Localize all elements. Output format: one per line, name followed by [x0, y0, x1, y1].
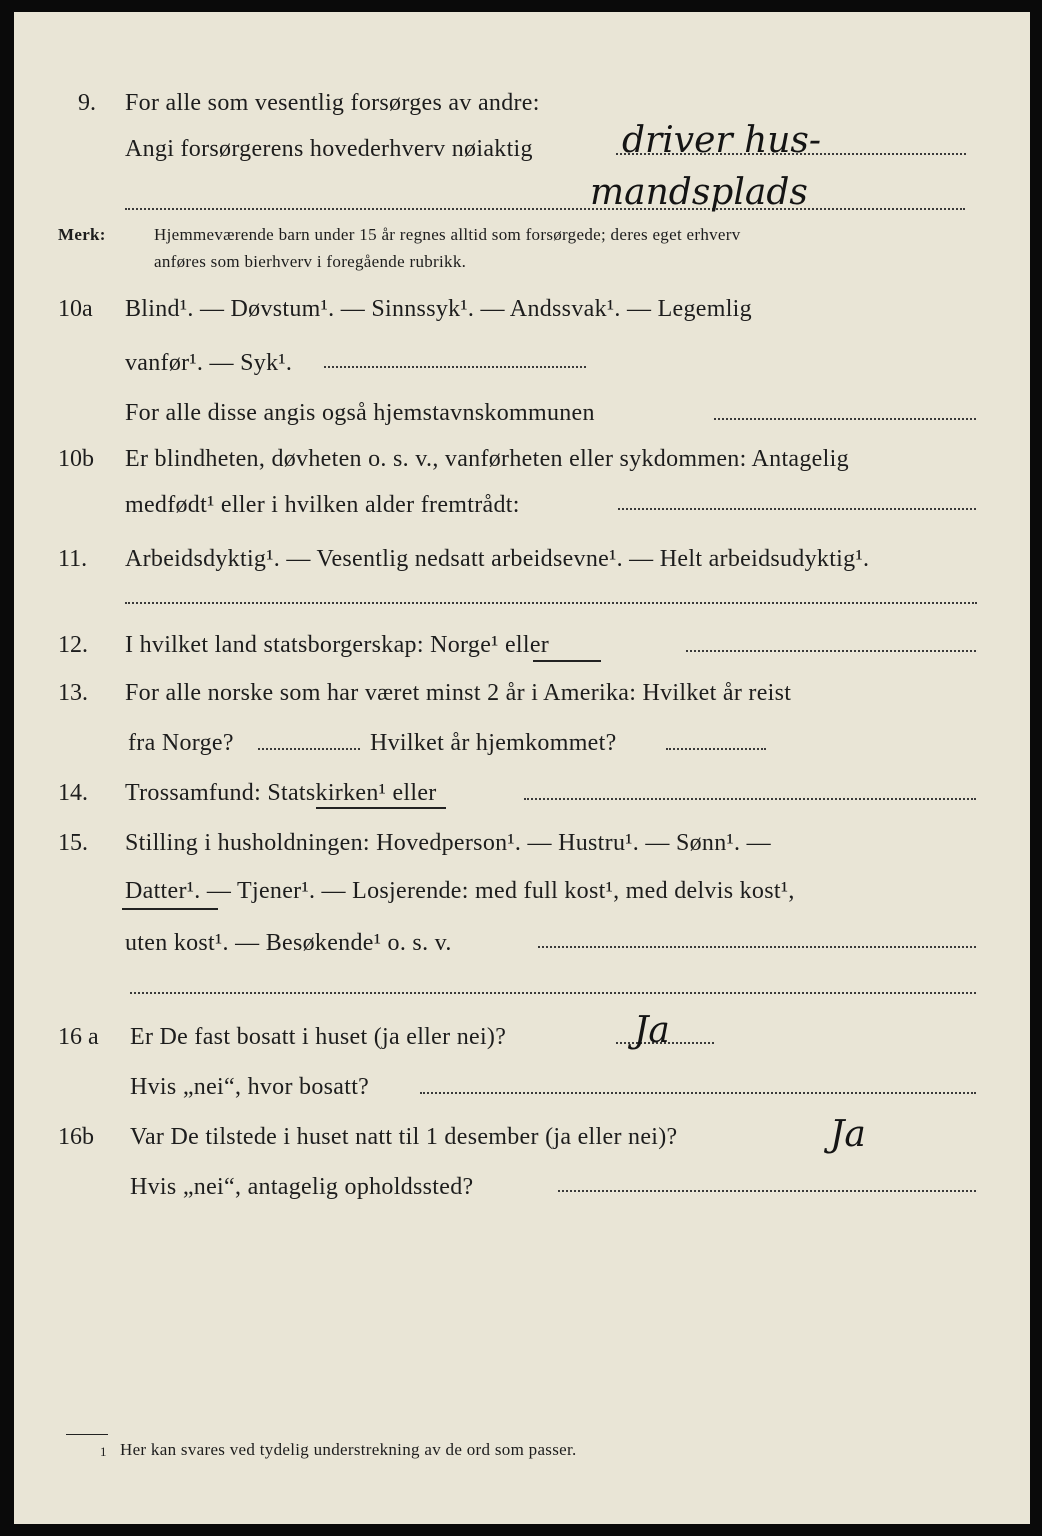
q12-number: 12.: [58, 632, 88, 658]
merk-line2: anføres som bierhverv i foregående rubrikk.: [154, 252, 467, 271]
q13-reist-line: [258, 748, 360, 750]
merk-line1: Hjemmeværende barn under 15 år regnes alltid som forsørgede; deres eget erhverv: [154, 225, 741, 244]
q16a-bosatt-line: [420, 1092, 976, 1094]
q15-answer-line: [538, 946, 976, 948]
q12-norge-underline: [533, 660, 601, 662]
q10a-line1: Blind¹. — Døvstum¹. — Sinnssyk¹. — Andssvak¹. — Legemlig: [125, 296, 752, 322]
q9-number: 9.: [78, 90, 96, 116]
q11-line1: Arbeidsdyktig¹. — Vesentlig nedsatt arbeidsevne¹. — Helt arbeidsudyktig¹.: [125, 546, 870, 572]
q16a-line2: Hvis „nei“, hvor bosatt?: [130, 1074, 370, 1100]
merk-label: Merk:: [58, 225, 106, 244]
census-form-page: [14, 12, 1030, 1524]
q16a-number: 16 a: [58, 1024, 99, 1050]
q11-answer-line: [125, 602, 977, 604]
q15-extra-line: [130, 992, 976, 994]
q15-line3: uten kost¹. — Besøkende¹ o. s. v.: [125, 930, 452, 956]
q16a-handwritten-answer: Ja: [634, 1010, 670, 1051]
q14-number: 14.: [58, 780, 88, 806]
q13-line2a: fra Norge?: [128, 730, 234, 756]
q14-line1: Trossamfund: Statskirken¹ eller: [125, 780, 437, 806]
q15-line2: Datter¹. — Tjener¹. — Losjerende: med full kost¹, med delvis kost¹,: [125, 878, 795, 904]
q10b-line2: medfødt¹ eller i hvilken alder fremtrådt:: [125, 492, 520, 518]
q10a-number: 10a: [58, 296, 93, 322]
q9-line1: For alle som vesentlig forsørges av andre:: [125, 90, 540, 116]
q10b-answer-line: [618, 508, 976, 510]
q9-line2: Angi forsørgerens hovederhverv nøiaktig: [125, 136, 533, 162]
q10b-number: 10b: [58, 446, 94, 472]
q16a-line1: Er De fast bosatt i huset (ja eller nei)?: [130, 1024, 507, 1050]
q10a-line2: vanfør¹. — Syk¹.: [125, 350, 293, 376]
q13-number: 13.: [58, 680, 88, 706]
q14-statskirken-underline: [316, 807, 446, 809]
q11-number: 11.: [58, 546, 88, 572]
q16b-opholdssted-line: [558, 1190, 976, 1192]
q16b-line1: Var De tilstede i huset natt til 1 desember (ja eller nei)?: [130, 1124, 678, 1150]
footnote-text: Her kan svares ved tydelig understrekning av de ord som passer.: [120, 1440, 577, 1459]
q9-handwritten-answer1: driver hus-: [622, 120, 822, 161]
q16b-number: 16b: [58, 1124, 94, 1150]
q15-number: 15.: [58, 830, 88, 856]
q16b-line2: Hvis „nei“, antagelig opholdssted?: [130, 1174, 474, 1200]
q16b-handwritten-answer: Ja: [830, 1114, 866, 1155]
q13-line1: For alle norske som har været minst 2 år i Amerika: Hvilket år reist: [125, 680, 792, 706]
q9-handwritten-answer2: mandsplads: [590, 172, 808, 213]
q10a-hometown-line: [714, 418, 976, 420]
q10b-line1: Er blindheten, døvheten o. s. v., vanførheten eller sykdommen: Antagelig: [125, 446, 849, 472]
q10a-answer-line: [324, 366, 586, 368]
q13-line2b: Hvilket år hjemkommet?: [370, 730, 617, 756]
q12-answer-line: [686, 650, 976, 652]
q15-datter-underline: [122, 908, 218, 910]
q9-answer-line2: [125, 208, 965, 210]
q10a-line3: For alle disse angis også hjemstavnskommunen: [125, 400, 595, 426]
footnote-mark: 1: [100, 1444, 107, 1459]
footnote-rule: [66, 1434, 108, 1435]
q15-line1: Stilling i husholdningen: Hovedperson¹. — Hustru¹. — Sønn¹. —: [125, 830, 771, 856]
q14-answer-line: [524, 798, 976, 800]
q12-line1: I hvilket land statsborgerskap: Norge¹ eller: [125, 632, 550, 658]
q13-hjemkommet-line: [666, 748, 766, 750]
